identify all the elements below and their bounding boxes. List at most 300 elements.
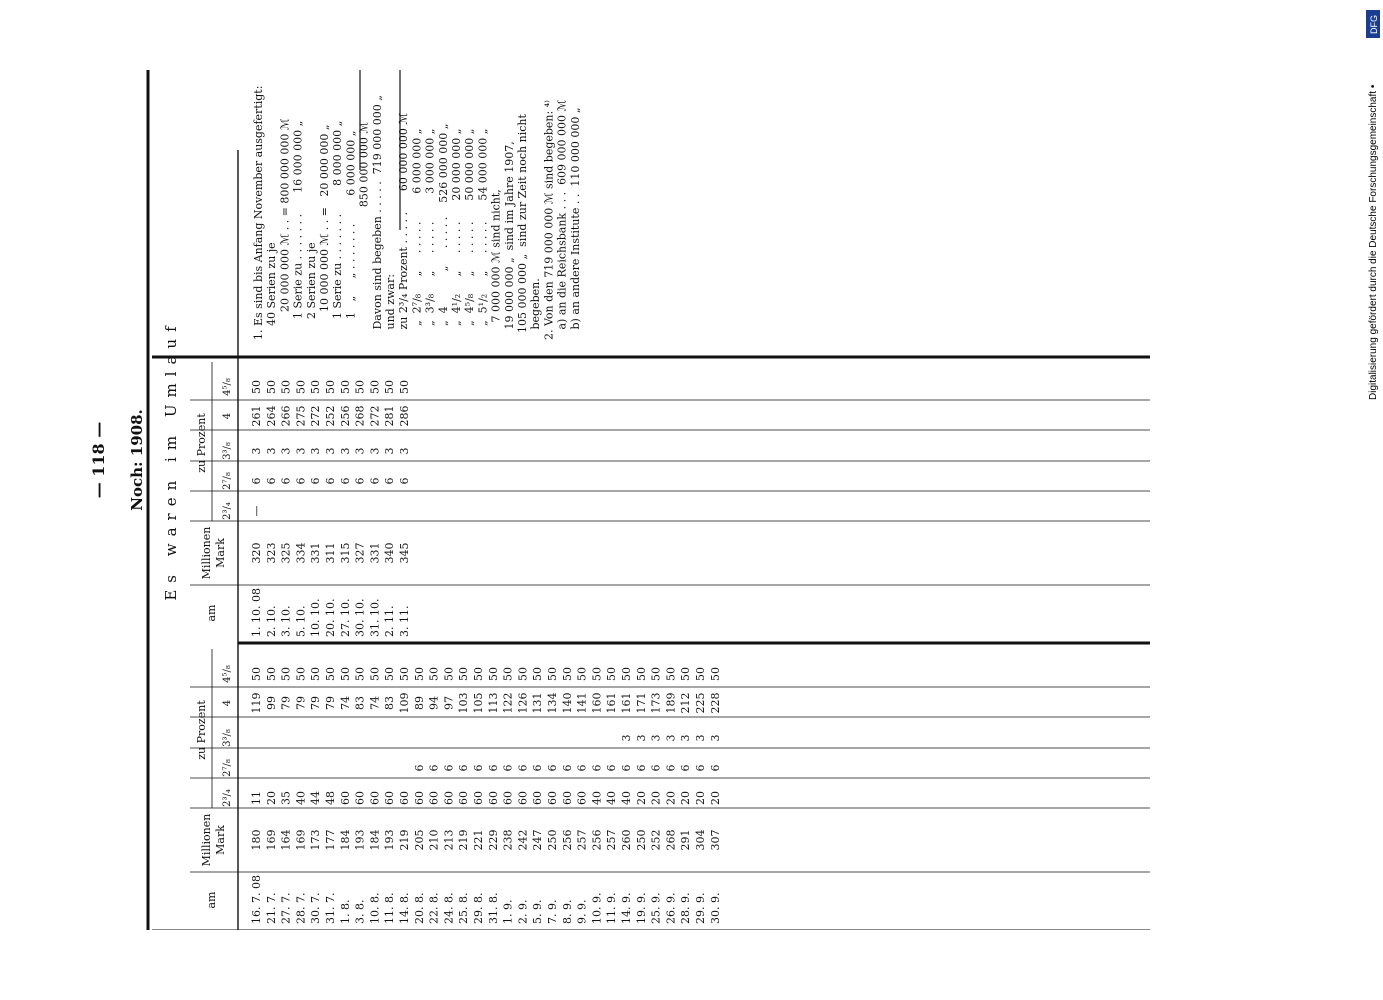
- left-table-cell: 6: [457, 764, 471, 772]
- left-table-cell: 60: [531, 791, 545, 805]
- left-table-head-zu-prozent: zu Prozent: [195, 700, 208, 760]
- left-table-cell: 3: [679, 734, 693, 742]
- right-table-cell: 3: [368, 447, 382, 455]
- right-table-cell: 6: [353, 477, 367, 485]
- left-table-cell: 60: [442, 791, 456, 805]
- left-table-cell: 50: [427, 667, 441, 681]
- note-line: 1 Serie zu . . . . . . . 8 000 000 „: [331, 120, 345, 340]
- right-table-cell: 3: [250, 447, 263, 455]
- left-table-cell: 50: [634, 667, 648, 681]
- right-table-head-pct: 4: [222, 412, 233, 420]
- left-table-cell: 193: [353, 829, 367, 851]
- right-table-cell: 31. 10.: [368, 598, 382, 637]
- right-table-cell: 281: [383, 405, 397, 427]
- note-line: 105 000 000 „ sind zur Zeit noch nicht: [516, 114, 529, 340]
- left-table-cell: 26. 9.: [664, 892, 678, 924]
- left-table-cell: 50: [516, 667, 530, 681]
- right-table-cell: 20. 10.: [324, 598, 337, 637]
- right-table-cell: 50: [368, 380, 382, 394]
- left-table-cell: 247: [531, 829, 545, 851]
- left-table-cell: 126: [516, 692, 530, 714]
- left-table-cell: 1. 8.: [338, 899, 352, 924]
- left-table-cell: 219: [457, 829, 471, 851]
- right-table-cell: 272: [368, 405, 382, 427]
- right-table-head-zu-prozent: zu Prozent: [195, 413, 208, 473]
- right-table-cell: 3: [353, 447, 367, 455]
- left-table-cell: 2. 9.: [516, 899, 530, 924]
- left-table-cell: 50: [264, 667, 278, 681]
- left-table-cell: 6: [679, 764, 693, 772]
- right-table-head-pct: 4⁵/₈: [222, 378, 233, 396]
- right-table-cell: 320: [250, 542, 263, 564]
- left-table-cell: 60: [516, 791, 530, 805]
- left-table-cell: 50: [664, 667, 678, 681]
- left-table-cell: 6: [649, 764, 663, 772]
- left-table-cell: 60: [427, 791, 441, 805]
- left-table-cell: 94: [427, 696, 441, 710]
- left-table-cell: 242: [516, 829, 530, 851]
- left-table-cell: 189: [664, 692, 678, 714]
- right-table-cell: 50: [279, 380, 293, 394]
- right-table-cell: 50: [324, 380, 337, 394]
- left-table-cell: 228: [708, 692, 722, 714]
- left-table-cell: 50: [560, 667, 574, 681]
- left-table-cell: 219: [398, 829, 411, 851]
- left-table-cell: 25. 9.: [649, 892, 663, 924]
- left-table-cell: 193: [383, 829, 397, 851]
- right-table-cell: 50: [353, 380, 367, 394]
- right-table-cell: 27. 10.: [338, 598, 352, 637]
- left-table-cell: 6: [605, 764, 619, 772]
- note-line: „ 5¹/₂ „ . . . . . 54 000 000 „: [476, 128, 490, 340]
- right-table-cell: 331: [309, 542, 323, 564]
- note-line: 1. Es sind bis Anfang November ausgefertigt:: [252, 85, 265, 340]
- left-table-cell: 6: [560, 764, 574, 772]
- left-table-cell: 60: [575, 791, 589, 805]
- credit-strip: [1366, 8, 1383, 400]
- left-table-head-pct: 2⁷/₈: [222, 759, 233, 777]
- note-line: 19 000 000 „ sind im Jahre 1907,: [502, 141, 516, 340]
- left-table-cell: 21. 7.: [264, 892, 278, 924]
- left-table-cell: 30. 9.: [708, 892, 722, 924]
- right-table-cell: 331: [368, 542, 382, 564]
- left-table-cell: 180: [250, 829, 263, 851]
- left-table-cell: 6: [472, 764, 485, 772]
- left-table-head-am: am: [205, 891, 218, 909]
- right-table-cell: 345: [398, 542, 411, 564]
- left-table-cell: 29. 8.: [472, 892, 485, 924]
- note-line: 2 Serien zu je: [304, 242, 318, 340]
- right-table-cell: 3. 10.: [279, 605, 293, 637]
- left-table-cell: 97: [442, 696, 456, 710]
- left-table-cell: 60: [560, 791, 574, 805]
- left-table-cell: 31. 8.: [486, 892, 500, 924]
- right-table-cell: 3: [279, 447, 293, 455]
- left-table-cell: 173: [309, 829, 323, 851]
- left-table-cell: 60: [383, 791, 397, 805]
- left-table-cell: 83: [383, 696, 397, 710]
- right-table-cell: 3: [294, 447, 308, 455]
- right-table-cell: 327: [353, 542, 367, 564]
- left-table-cell: 40: [620, 791, 633, 805]
- left-table-cell: 6: [427, 764, 441, 772]
- left-table-cell: 3: [634, 734, 648, 742]
- left-table-cell: 48: [324, 791, 337, 805]
- left-table-cell: 44: [309, 791, 323, 805]
- left-table-cell: 79: [309, 696, 323, 710]
- left-table-cell: 5. 9.: [531, 899, 545, 924]
- left-table-cell: 213: [442, 829, 456, 851]
- right-table-cell: 261: [250, 405, 263, 427]
- left-table-cell: 50: [338, 667, 352, 681]
- right-table-cell: 266: [279, 405, 293, 427]
- right-table-head-pct: 2⁷/₈: [222, 472, 233, 490]
- left-table-cell: 250: [546, 829, 559, 851]
- left-table-cell: 103: [457, 692, 471, 714]
- left-table-cell: 50: [353, 667, 367, 681]
- right-table-cell: —: [250, 505, 263, 517]
- left-table-cell: 16. 7. 08: [250, 875, 263, 924]
- left-table-cell: 60: [472, 791, 485, 805]
- left-table-cell: 60: [501, 791, 515, 805]
- left-table-cell: 30. 7.: [309, 892, 323, 924]
- left-table-cell: 257: [575, 829, 589, 851]
- section-title: Es waren im Umlauf: [162, 319, 180, 601]
- left-table-cell: 60: [546, 791, 559, 805]
- left-table-cell: 105: [472, 692, 485, 714]
- right-table-cell: 3. 11.: [398, 605, 411, 637]
- left-table-cell: 3. 8.: [353, 899, 367, 924]
- left-table-cell: 252: [649, 829, 663, 851]
- right-table-cell: 6: [309, 477, 323, 485]
- left-table-cell: 60: [338, 791, 352, 805]
- left-table-cell: 171: [634, 692, 648, 714]
- left-table-cell: 20: [264, 791, 278, 805]
- left-table-head-mark: Mark: [214, 825, 227, 855]
- note-line: 10 000 000 ℳ . . = 20 000 000 „: [318, 124, 331, 340]
- right-table-head-pct: 2³/₄: [222, 502, 233, 520]
- left-table-cell: 250: [634, 829, 648, 851]
- note-line: „ 2⁷/₈ „ . . . . . 6 000 000 „: [410, 128, 424, 340]
- left-table-cell: 260: [620, 829, 633, 851]
- note-line: „ 4⁵/₈ „ . . . . . 50 000 000 „: [463, 128, 477, 340]
- right-table-cell: 1. 10. 08: [250, 588, 263, 637]
- left-table-cell: 229: [486, 829, 500, 851]
- left-table-cell: 6: [546, 764, 559, 772]
- left-table-cell: 6: [486, 764, 500, 772]
- right-table-cell: 6: [383, 477, 397, 485]
- left-table-cell: 256: [560, 829, 574, 851]
- page-number: — 118 —: [90, 421, 108, 499]
- right-table-cell: 50: [250, 380, 263, 394]
- note-line: Davon sind begeben . . . . . 719 000 000 „: [370, 95, 384, 340]
- left-table-cell: 169: [264, 829, 278, 851]
- left-table-cell: 20: [694, 791, 707, 805]
- left-table-cell: 3: [708, 734, 722, 742]
- left-table-cell: 6: [575, 764, 589, 772]
- left-table-cell: 212: [679, 692, 693, 714]
- left-table-cell: 210: [427, 829, 441, 851]
- left-table-cell: 50: [531, 667, 545, 681]
- left-table-cell: 14. 9.: [620, 892, 633, 924]
- right-table-cell: 50: [398, 380, 411, 394]
- left-table-cell: 6: [412, 764, 426, 772]
- left-table-cell: 1. 9.: [501, 899, 515, 924]
- note-line: „ 3³/₈ „ . . . . . 3 000 000 „: [423, 128, 437, 340]
- left-table-cell: 50: [486, 667, 500, 681]
- right-table-cell: 50: [383, 380, 397, 394]
- left-table-cell: 79: [279, 696, 293, 710]
- left-table-cell: 113: [486, 692, 500, 714]
- left-table-cell: 22. 8.: [427, 892, 441, 924]
- left-table-cell: 50: [398, 667, 411, 681]
- left-table-cell: 20: [708, 791, 722, 805]
- right-table-cell: 6: [250, 477, 263, 485]
- note-line: „ 4¹/₂ „ . . . . . 20 000 000 „: [450, 128, 463, 340]
- left-table-cell: 60: [368, 791, 382, 805]
- right-table-cell: 3: [324, 447, 337, 455]
- right-table-cell: 6: [398, 477, 411, 485]
- right-table-cell: 334: [294, 542, 308, 564]
- right-table-cell: 340: [383, 542, 397, 564]
- left-table-cell: 10. 9.: [590, 892, 604, 924]
- left-table-cell: 89: [412, 696, 426, 710]
- left-table-cell: 9. 9.: [575, 899, 589, 924]
- left-table-cell: 164: [279, 829, 293, 851]
- right-table-head-am: am: [205, 604, 218, 622]
- right-table-cell: 323: [264, 542, 278, 564]
- right-table-cell: 6: [279, 477, 293, 485]
- left-table-cell: 50: [472, 667, 485, 681]
- left-table-cell: 11. 9.: [605, 892, 619, 924]
- left-table-cell: 205: [412, 829, 426, 851]
- left-table-cell: 50: [679, 667, 693, 681]
- note-line: a) an die Reichsbank . . . 609 000 000 ℳ: [555, 99, 569, 340]
- left-table-cell: 6: [516, 764, 530, 772]
- left-table-cell: 161: [620, 692, 633, 714]
- left-table-cell: 50: [368, 667, 382, 681]
- left-table-cell: 50: [575, 667, 589, 681]
- left-table-cell: 6: [664, 764, 678, 772]
- left-table-cell: 11: [250, 791, 263, 805]
- left-table-cell: 221: [472, 829, 485, 851]
- left-table-cell: 79: [324, 696, 337, 710]
- left-table-cell: 79: [294, 696, 308, 710]
- left-table-cell: 177: [324, 829, 337, 851]
- dfg-logo-text: DFG: [1369, 15, 1379, 34]
- left-table-cell: 50: [501, 667, 515, 681]
- left-table-cell: 20: [679, 791, 693, 805]
- left-table-cell: 74: [338, 696, 352, 710]
- left-table-cell: 160: [590, 692, 604, 714]
- left-table-cell: 27. 7.: [279, 892, 293, 924]
- right-table-cell: 50: [309, 380, 323, 394]
- left-table-cell: 99: [264, 696, 278, 710]
- left-table-cell: 50: [694, 667, 707, 681]
- left-table-cell: 60: [353, 791, 367, 805]
- left-table-cell: 184: [338, 829, 352, 851]
- left-table-cell: 50: [605, 667, 619, 681]
- right-table-cell: 10. 10.: [309, 598, 323, 637]
- left-table-cell: 50: [309, 667, 323, 681]
- left-table-cell: 25. 8.: [457, 892, 471, 924]
- left-table-cell: 60: [398, 791, 411, 805]
- left-table-cell: 60: [412, 791, 426, 805]
- left-table-cell: 225: [694, 692, 707, 714]
- left-table-cell: 35: [279, 791, 293, 805]
- left-table-cell: 50: [250, 667, 263, 681]
- left-table-cell: 184: [368, 829, 382, 851]
- left-table-cell: 24. 8.: [442, 892, 456, 924]
- note-line: b) an andere Institute . . 110 000 000 „: [568, 107, 582, 340]
- left-table-cell: 50: [620, 667, 633, 681]
- right-table-cell: 264: [264, 405, 278, 427]
- left-table-cell: 291: [679, 829, 693, 851]
- left-table-cell: 40: [590, 791, 604, 805]
- left-table-cell: 28. 7.: [294, 892, 308, 924]
- left-table-cell: 6: [620, 764, 633, 772]
- left-table-cell: 6: [634, 764, 648, 772]
- left-table-cell: 6: [442, 764, 456, 772]
- right-table-cell: 6: [338, 477, 352, 485]
- right-table-cell: 2. 10.: [264, 605, 278, 637]
- left-table-cell: 20: [649, 791, 663, 805]
- left-table-head-pct: 4: [222, 699, 233, 707]
- left-table-cell: 169: [294, 829, 308, 851]
- right-table-cell: 272: [309, 405, 323, 427]
- left-table-cell: 6: [708, 764, 722, 772]
- left-table-cell: 140: [560, 692, 574, 714]
- right-table-cell: 3: [264, 447, 278, 455]
- left-table-cell: 307: [708, 829, 722, 851]
- left-table-head-pct: 3³/₈: [222, 729, 233, 747]
- left-table-cell: 109: [398, 692, 411, 714]
- right-table-cell: 268: [353, 405, 367, 427]
- left-table-cell: 50: [412, 667, 426, 681]
- right-table-cell: 30. 10.: [353, 598, 367, 637]
- left-table-cell: 20: [664, 791, 678, 805]
- right-table-cell: 286: [398, 405, 411, 427]
- right-table-cell: 3: [309, 447, 323, 455]
- left-table-cell: 161: [605, 692, 619, 714]
- left-table-cell: 11. 8.: [383, 892, 397, 924]
- left-table-cell: 83: [353, 696, 367, 710]
- right-table-cell: 50: [294, 380, 308, 394]
- left-table-cell: 50: [279, 667, 293, 681]
- right-table-cell: 275: [294, 405, 308, 427]
- left-table-cell: 19. 9.: [634, 892, 648, 924]
- left-table-cell: 50: [546, 667, 559, 681]
- right-table-cell: 6: [324, 477, 337, 485]
- note-line: 2. Von den 719 000 000 ℳ sind begeben: ⁴⁾: [542, 100, 556, 340]
- left-table-cell: 257: [605, 829, 619, 851]
- left-table-cell: 50: [457, 667, 471, 681]
- left-table-cell: 119: [250, 692, 263, 714]
- left-table-cell: 60: [486, 791, 500, 805]
- right-table-cell: 6: [294, 477, 308, 485]
- left-table-cell: 40: [294, 791, 308, 805]
- left-table-cell: 50: [294, 667, 308, 681]
- right-table-head-millionen: Millionen: [200, 526, 213, 580]
- note-line: zu 2³/₄ Prozent . . . . . 60 000 000 ℳ: [397, 112, 411, 340]
- left-table-cell: 141: [575, 692, 589, 714]
- right-table-head-mark: Mark: [214, 538, 227, 568]
- left-table-cell: 3: [664, 734, 678, 742]
- right-table-cell: 6: [264, 477, 278, 485]
- left-table-cell: 131: [531, 692, 545, 714]
- right-table-cell: 256: [338, 405, 352, 427]
- right-table-cell: 5. 10.: [294, 605, 308, 637]
- left-table-cell: 6: [590, 764, 604, 772]
- left-table-cell: 29. 9.: [694, 892, 707, 924]
- right-table-cell: 315: [338, 542, 352, 564]
- left-table-cell: 173: [649, 692, 663, 714]
- left-table-cell: 256: [590, 829, 604, 851]
- note-line: 1 Serie zu . . . . . . . 16 000 000 „: [291, 120, 305, 340]
- left-table-cell: 304: [694, 829, 707, 851]
- note-line: 40 Serien zu je: [265, 242, 279, 340]
- left-table-head-millionen: Millionen: [200, 813, 213, 867]
- left-table-cell: 14. 8.: [398, 892, 411, 924]
- left-table-cell: 40: [605, 791, 619, 805]
- left-table-cell: 268: [664, 829, 678, 851]
- left-table-cell: 50: [442, 667, 456, 681]
- table-svg: [90, 70, 1210, 930]
- note-line: 1 „ „ . . . . . . . 6 000 000 „: [344, 130, 358, 340]
- rotated-table-page: [90, 70, 1210, 930]
- left-table-cell: 50: [708, 667, 722, 681]
- left-table-cell: 122: [501, 692, 515, 714]
- left-table-cell: 10. 8.: [368, 892, 382, 924]
- left-table-cell: 60: [457, 791, 471, 805]
- left-table-cell: 6: [694, 764, 707, 772]
- left-table-cell: 50: [649, 667, 663, 681]
- left-table-cell: 50: [590, 667, 604, 681]
- left-table-cell: 31. 7.: [324, 892, 337, 924]
- left-table-cell: 3: [649, 734, 663, 742]
- note-line: und zwar:: [384, 274, 397, 340]
- credit-text: Digitalisierung gefördert durch die Deutsche Forschungsgemeinschaft •: [1368, 84, 1379, 400]
- right-table-cell: 252: [324, 405, 337, 427]
- left-table-cell: 28. 9.: [679, 892, 693, 924]
- left-table-cell: 50: [324, 667, 337, 681]
- note-line: 850 000 000 ℳ: [357, 121, 371, 340]
- note-line: „ 4 „ . . . . . 526 000 000 „: [436, 123, 450, 340]
- right-table-cell: 311: [324, 542, 337, 564]
- right-table-cell: 6: [368, 477, 382, 485]
- right-table-cell: 325: [279, 542, 293, 564]
- page-header: Noch: 1908.: [128, 409, 146, 511]
- left-table-cell: 6: [531, 764, 545, 772]
- right-table-cell: 50: [264, 380, 278, 394]
- left-table-head-pct: 4⁵/₈: [222, 665, 233, 683]
- left-table-cell: 3: [620, 734, 633, 742]
- note-line: 7 000 000 ℳ sind nicht,: [489, 189, 503, 340]
- right-table-head-pct: 3³/₈: [222, 442, 233, 460]
- left-table-cell: 20. 8.: [412, 892, 426, 924]
- note-line: begeben.: [529, 278, 543, 340]
- left-table-cell: 74: [368, 696, 382, 710]
- left-table-cell: 50: [383, 667, 397, 681]
- left-table-head-pct: 2³/₄: [222, 789, 233, 807]
- left-table-cell: 6: [501, 764, 515, 772]
- right-table-cell: 2. 11.: [383, 605, 397, 637]
- left-table-cell: 134: [546, 692, 559, 714]
- left-table-cell: 8. 9.: [560, 899, 574, 924]
- right-table-cell: 3: [398, 447, 411, 455]
- note-line: 20 000 000 ℳ . . = 800 000 000 ℳ: [278, 118, 292, 340]
- left-table-cell: 20: [634, 791, 648, 805]
